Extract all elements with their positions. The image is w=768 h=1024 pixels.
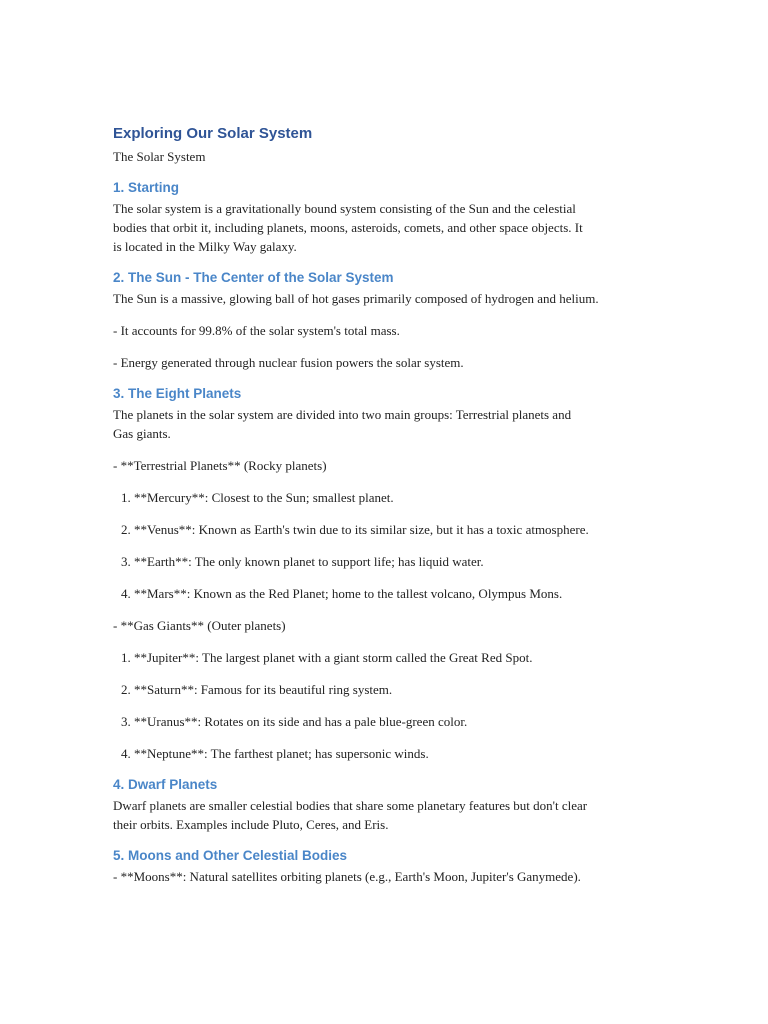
section-paragraph-dwarf-planets [113, 796, 673, 834]
list-item: 3. **Earth**: The only known planet to support life; has liquid water. [121, 554, 484, 569]
document-subtitle: The Solar System [113, 149, 206, 164]
paragraph-line: is located in the Milky Way galaxy. [113, 239, 297, 254]
list-item: 1. **Jupiter**: The largest planet with a giant storm called the Great Red Spot. [121, 650, 533, 665]
paragraph-line: bodies that orbit it, including planets, moons, asteroids, comets, and other space objects. It [113, 220, 583, 235]
section-heading-eight-planets: 3. The Eight Planets [113, 386, 242, 401]
document-title: Exploring Our Solar System [113, 125, 313, 142]
paragraph-line: Dwarf planets are smaller celestial bodies that share some planetary features but don't clear [113, 798, 588, 813]
section-paragraph-sun: The Sun is a massive, glowing ball of hot gases primarily composed of hydrogen and helium. [113, 291, 599, 306]
section-paragraph-eight-planets [113, 405, 673, 443]
section-heading-sun: 2. The Sun - The Center of the Solar System [113, 270, 394, 285]
section-paragraph-starting [113, 199, 673, 256]
section-heading-dwarf-planets: 4. Dwarf Planets [113, 777, 218, 792]
paragraph-line: Gas giants. [113, 426, 171, 441]
gas-giants-header: - **Gas Giants** (Outer planets) [113, 618, 286, 633]
paragraph-line: their orbits. Examples include Pluto, Ceres, and Eris. [113, 817, 389, 832]
list-item: 4. **Neptune**: The farthest planet; has supersonic winds. [121, 746, 429, 761]
section-heading-moons: 5. Moons and Other Celestial Bodies [113, 848, 348, 863]
paragraph-line: The planets in the solar system are divided into two main groups: Terrestrial planets and [113, 407, 572, 422]
section-heading-starting: 1. Starting [113, 180, 180, 195]
list-item: 2. **Venus**: Known as Earth's twin due to its similar size, but it has a toxic atmosphere. [121, 522, 589, 537]
list-item: - Energy generated through nuclear fusion powers the solar system. [113, 355, 464, 370]
list-item: 2. **Saturn**: Famous for its beautiful ring system. [121, 682, 393, 697]
terrestrial-planets-header: - **Terrestrial Planets** (Rocky planets) [113, 458, 327, 473]
list-item: 4. **Mars**: Known as the Red Planet; home to the tallest volcano, Olympus Mons. [121, 586, 563, 601]
list-item: - It accounts for 99.8% of the solar system's total mass. [113, 323, 400, 338]
paragraph-line: The solar system is a gravitationally bound system consisting of the Sun and the celestial [113, 201, 576, 216]
list-item: - **Moons**: Natural satellites orbiting planets (e.g., Earth's Moon, Jupiter's Ganymede). [113, 869, 581, 884]
list-item: 3. **Uranus**: Rotates on its side and has a pale blue-green color. [121, 714, 468, 729]
list-item: 1. **Mercury**: Closest to the Sun; smallest planet. [121, 490, 394, 505]
document-body [113, 124, 673, 886]
